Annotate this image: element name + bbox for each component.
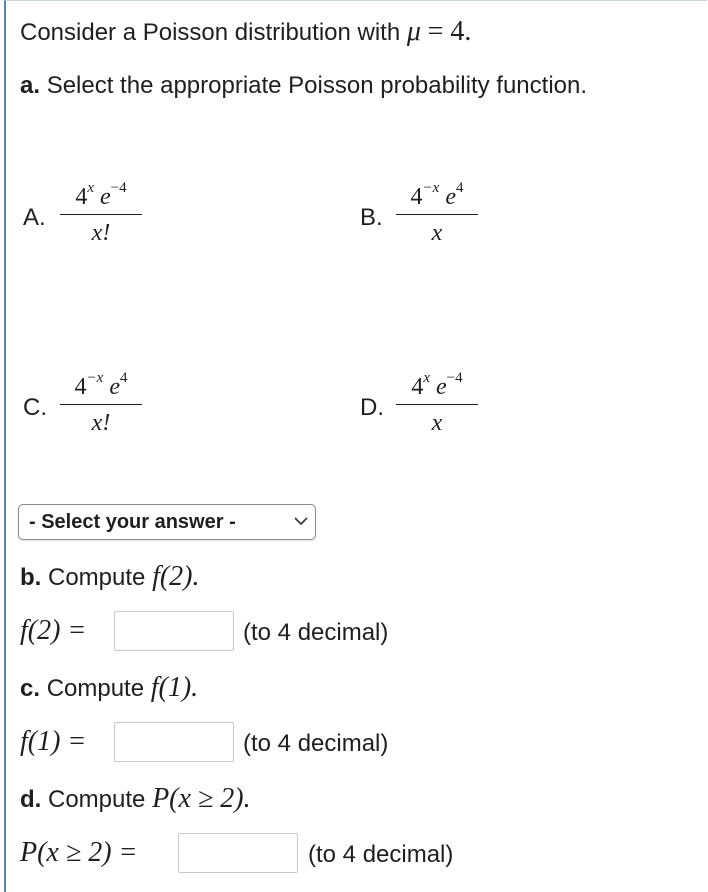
fraction-bar <box>60 404 142 405</box>
p-x-ge-2-answer-input[interactable] <box>178 833 298 873</box>
question-frame <box>4 0 707 892</box>
part-a-heading <box>20 72 587 100</box>
part-c-hint: (to 4 decimal) <box>243 730 389 757</box>
intro-text: Consider a Poisson distribution with <box>20 19 401 46</box>
part-b-math: f(2). <box>152 561 200 592</box>
option-b-formula[interactable] <box>396 182 478 247</box>
part-c-text: Compute <box>46 675 145 702</box>
part-c-lhs: f(1) = <box>20 726 87 757</box>
option-b-numerator: $4^{-x}$ $e^4$ <box>410 180 464 210</box>
option-d-denominator: x <box>431 410 443 436</box>
f2-answer-input[interactable] <box>114 611 234 651</box>
part-d-text: Compute <box>48 786 146 813</box>
fraction-bar <box>396 214 478 215</box>
option-a-denominator: x! <box>91 220 111 246</box>
chevron-down-icon <box>293 513 309 529</box>
intro-line <box>20 16 471 48</box>
answer-select-dropdown[interactable] <box>18 504 316 540</box>
part-c-label: c. <box>20 675 41 702</box>
fraction-bar <box>396 404 478 405</box>
part-b-label: b. <box>20 564 42 591</box>
option-d-label[interactable]: D. <box>360 394 384 421</box>
option-c-numerator: $4^{-x}$ $e^4$ <box>74 370 128 400</box>
part-b-text: Compute <box>48 564 146 591</box>
option-c-label[interactable]: C. <box>23 394 47 421</box>
part-d-heading <box>20 783 251 815</box>
part-d-math: P(x ≥ 2). <box>152 783 251 814</box>
part-b-hint: (to 4 decimal) <box>243 619 389 646</box>
part-a-label: a. <box>20 72 41 99</box>
part-c-heading <box>20 672 198 704</box>
option-c-denominator: x! <box>91 410 111 436</box>
part-d-label: d. <box>20 786 42 813</box>
fraction-bar <box>60 214 142 215</box>
option-d-numerator: 4$^x$ $e^{-4}$ <box>411 370 463 400</box>
option-a-formula[interactable] <box>60 182 142 247</box>
option-a-label[interactable]: A. <box>23 204 46 231</box>
part-c-math: f(1). <box>150 672 199 703</box>
option-b-label[interactable]: B. <box>360 204 383 231</box>
part-d-lhs: P(x ≥ 2) = <box>20 837 138 868</box>
f1-answer-input[interactable] <box>114 722 234 762</box>
answer-select-value: - Select your answer - <box>29 511 236 533</box>
option-d-formula[interactable] <box>396 372 478 437</box>
part-b-lhs: f(2) = <box>20 615 87 646</box>
option-a-numerator: 4$^x$ $e^{-4}$ <box>75 180 127 210</box>
option-b-denominator: x <box>431 220 443 246</box>
part-d-hint: (to 4 decimal) <box>308 841 454 868</box>
mu-value: = 4. <box>427 16 472 47</box>
option-c-formula[interactable] <box>60 372 142 437</box>
part-b-heading <box>20 561 200 593</box>
part-a-text: Select the appropriate Poisson probability function. <box>46 72 588 99</box>
mu-symbol: μ <box>406 16 421 47</box>
